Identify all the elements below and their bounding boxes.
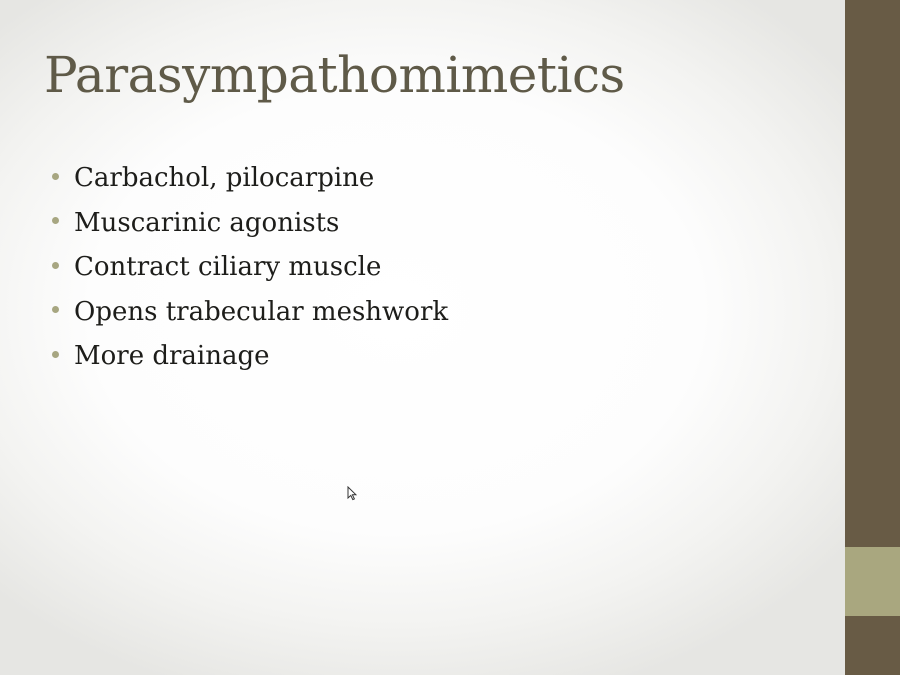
bullet-item [52, 334, 448, 379]
sidebar-band-accent [845, 547, 900, 616]
bullet-point-icon [52, 217, 59, 224]
mouse-pointer-icon [347, 486, 357, 501]
bullet-text: Opens trabecular meshwork [74, 296, 449, 327]
bullet-text: Carbachol, pilocarpine [74, 163, 375, 193]
bullet-text: Contract ciliary muscle [74, 252, 382, 282]
bullet-point-icon [52, 173, 59, 180]
bullet-item [52, 201, 448, 246]
bullet-point-icon [52, 351, 59, 358]
bullet-item [52, 156, 448, 201]
bullet-item [52, 290, 448, 335]
sidebar-band-dark [845, 616, 900, 675]
bullet-point-icon [52, 306, 59, 313]
bullet-text: Muscarinic agonists [74, 207, 340, 238]
bullet-text: More drainage [74, 341, 270, 371]
bullet-list [52, 156, 448, 379]
bullet-point-icon [52, 262, 59, 269]
sidebar-band-dark [845, 0, 900, 547]
bullet-item [52, 245, 448, 290]
decorative-sidebar [845, 0, 900, 675]
slide-title: Parasympathomimetics [44, 46, 625, 104]
